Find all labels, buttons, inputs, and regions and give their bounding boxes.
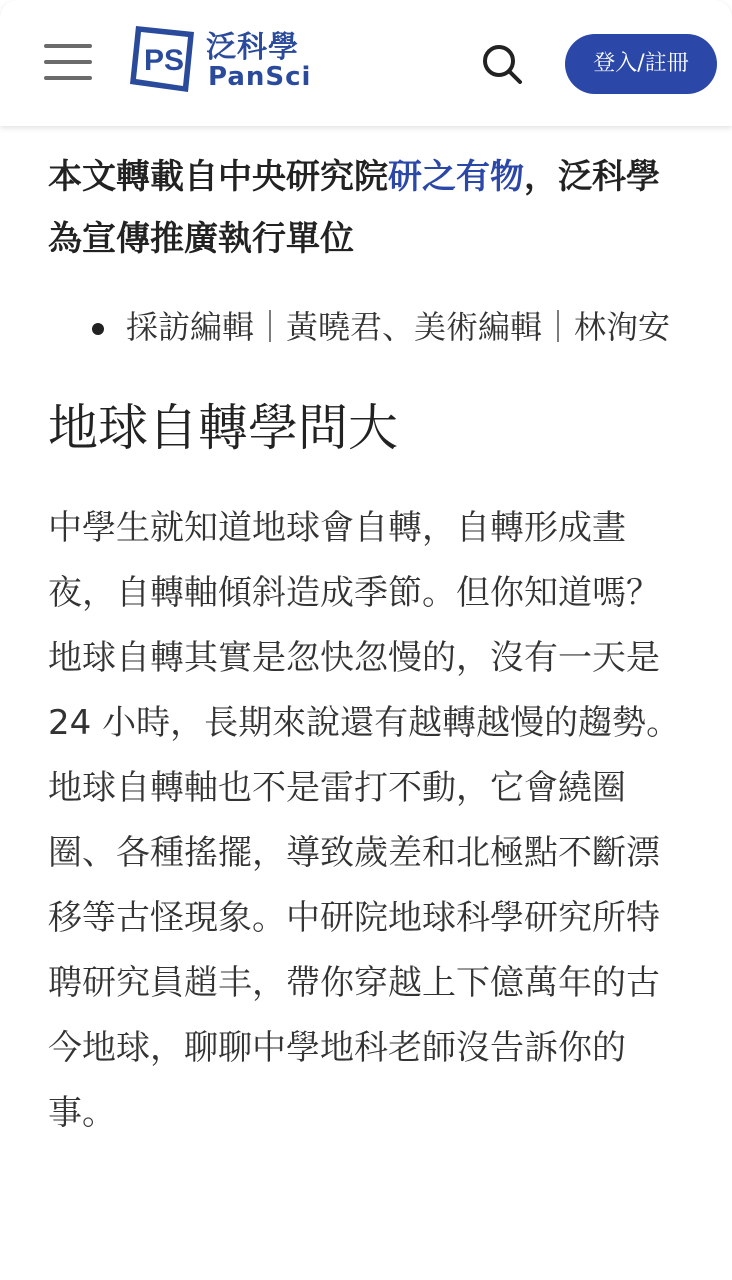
article-body-paragraph: 中學生就知道地球會自轉，自轉形成晝夜，自轉軸傾斜造成季節。但你知道嗎？地球自轉其實是忽快忽慢的，沒有一天是 24 小時，長期來說還有越轉越慢的趨勢。地球自轉軸也不是雷打不動，它會繞圈圈、各種搖擺，導致歲差和北極點不斷漂移等古怪現象。中研院地球科學研究所特聘研究員趙丰，帶你穿越上下億萬年的古今地球，聊聊中學地科老師沒告訴你的事。 — [48, 508, 681, 1133]
logo-english-text: PanSci — [208, 62, 312, 92]
repost-notice — [48, 146, 688, 270]
search-icon[interactable] — [480, 42, 524, 86]
hamburger-menu-icon[interactable] — [44, 42, 92, 82]
bullet-icon — [92, 323, 104, 335]
source-link[interactable]: 研之有物 — [388, 157, 524, 197]
credits-text: 採訪編輯｜黃曉君、美術編輯｜林洵安 — [126, 308, 671, 346]
site-logo[interactable] — [130, 18, 310, 98]
credits-item — [126, 296, 688, 358]
svg-text:PS: PS — [144, 44, 185, 77]
section-title: 地球自轉學問大 — [48, 399, 398, 457]
login-register-button[interactable]: 登入/註冊 — [565, 34, 717, 94]
article-content — [48, 146, 688, 1146]
credits-list — [48, 296, 688, 358]
repost-notice-suffix: ，泛科學為宣傳推廣執行單位 — [48, 157, 660, 259]
top-header — [0, 0, 732, 126]
pansci-logo-icon — [130, 22, 198, 94]
logo-chinese-text: 泛科學 — [206, 30, 299, 65]
repost-notice-prefix: 本文轉載自中央研究院 — [48, 157, 388, 197]
